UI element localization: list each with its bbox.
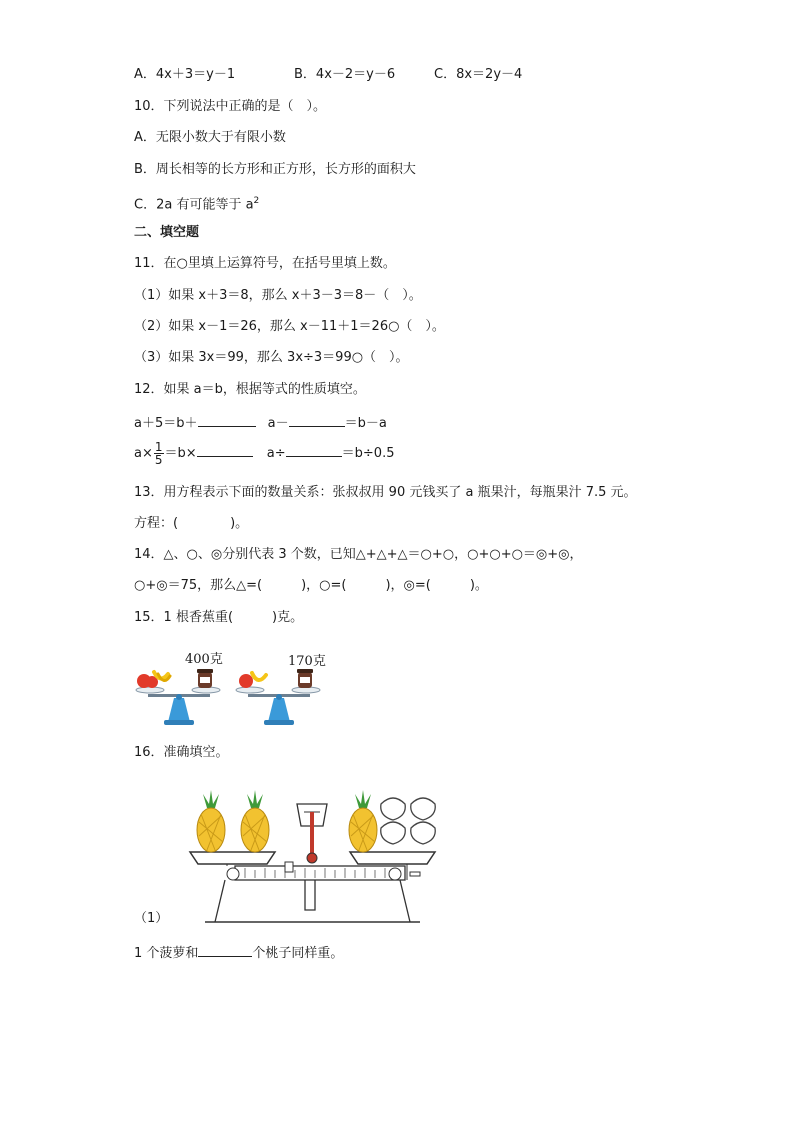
fraction <box>154 441 164 466</box>
q16-answer-line <box>134 942 343 963</box>
scale-beam <box>235 866 405 880</box>
q16-part-1-label: （1） <box>134 911 169 926</box>
q14-line-2: ○+◎＝75，那么△=( )，○=( )，◎=( )。 <box>134 578 488 593</box>
q14-line-1: 14．△、○、◎分别代表 3 个数，已知△+△+△＝○+○，○+○+○＝◎+◎， <box>134 547 583 562</box>
q15-stem: 15．1 根香蕉重( )克。 <box>134 610 304 625</box>
fraction-denominator: 5 <box>154 453 163 467</box>
q16-stem: 16．准确填空。 <box>134 745 229 760</box>
peach-icon <box>411 798 436 820</box>
q10-option-c-exponent: 2 <box>253 196 260 206</box>
q11-part-2: （2）如果 x－1＝26，那么 x－11＋1＝26○（ ）。 <box>134 319 445 334</box>
answer-blank[interactable] <box>198 942 252 957</box>
q10-option-c-text: C．2a 有可能等于 a <box>134 197 254 213</box>
q12-r2-d: ＝b÷0.5 <box>341 446 395 461</box>
q13-stem: 13．用方程表示下面的数量关系：张叔叔用 90 元钱买了 a 瓶果汁，每瓶果汁 7.5 元。 <box>134 485 637 500</box>
q9-options <box>134 66 522 84</box>
q12-row-1 <box>134 412 387 433</box>
answer-blank[interactable] <box>198 412 256 427</box>
q12-r2-b: ＝b× <box>164 446 197 461</box>
pineapple-icon <box>349 790 377 852</box>
q9-option-a: A．4x＋3＝y－1 <box>134 67 236 82</box>
right-pan <box>350 852 435 864</box>
q9-option-b: B．4x－2＝y－6 <box>294 67 396 82</box>
peach-icon <box>381 822 406 844</box>
q12-r2-a: a× <box>134 446 153 461</box>
apple-icon <box>239 674 253 688</box>
pineapple-scale-figure <box>185 790 450 925</box>
q16-answer-right: 个桃子同样重。 <box>252 946 344 961</box>
q13-answer: 方程：( )。 <box>134 516 249 531</box>
answer-blank[interactable] <box>289 412 345 427</box>
q11-part-1: （1）如果 x＋3＝8，那么 x＋3－3＝8－（ ）。 <box>134 288 422 303</box>
pineapple-icon <box>197 790 225 852</box>
q11-stem: 11．在○里填上运算符号，在括号里填上数。 <box>134 256 396 271</box>
q10-option-c <box>134 192 259 214</box>
balance-scales-figure <box>134 660 334 728</box>
q12-r2-c: a÷ <box>266 446 286 461</box>
balance-scale-1 <box>136 669 220 725</box>
q11-part-3: （3）如果 3x＝99，那么 3x÷3＝99○（ ）。 <box>134 350 409 365</box>
weight-label-170: 170克 <box>288 654 326 669</box>
q10-stem: 10．下列说法中正确的是（ ）。 <box>134 99 327 114</box>
fraction-numerator: 1 <box>154 440 163 454</box>
q16-answer-left: 1 个菠萝和 <box>134 946 199 961</box>
q12-r1-right: ＝b－a <box>344 416 387 431</box>
q12-r1-left: a＋5＝b＋ <box>134 416 198 431</box>
q12-row-2 <box>134 440 394 468</box>
answer-blank[interactable] <box>286 442 342 457</box>
peach-icon <box>411 822 436 844</box>
peach-icon <box>381 798 406 820</box>
left-pan <box>190 852 275 864</box>
pineapple-icon <box>241 790 269 852</box>
weight-label-400: 400克 <box>185 652 223 667</box>
q10-option-a: A．无限小数大于有限小数 <box>134 130 286 145</box>
answer-blank[interactable] <box>197 442 253 457</box>
q12-r1-mid: a－ <box>267 416 289 431</box>
section-title: 二、填空题 <box>134 225 200 240</box>
scale-gauge <box>297 804 327 863</box>
q12-stem: 12．如果 a＝b，根据等式的性质填空。 <box>134 382 366 397</box>
q9-option-c: C．8x＝2y－4 <box>434 67 523 82</box>
q10-option-b: B．周长相等的长方形和正方形，长方形的面积大 <box>134 162 416 177</box>
balance-scale-2 <box>236 669 320 725</box>
banana-icon <box>252 673 266 680</box>
